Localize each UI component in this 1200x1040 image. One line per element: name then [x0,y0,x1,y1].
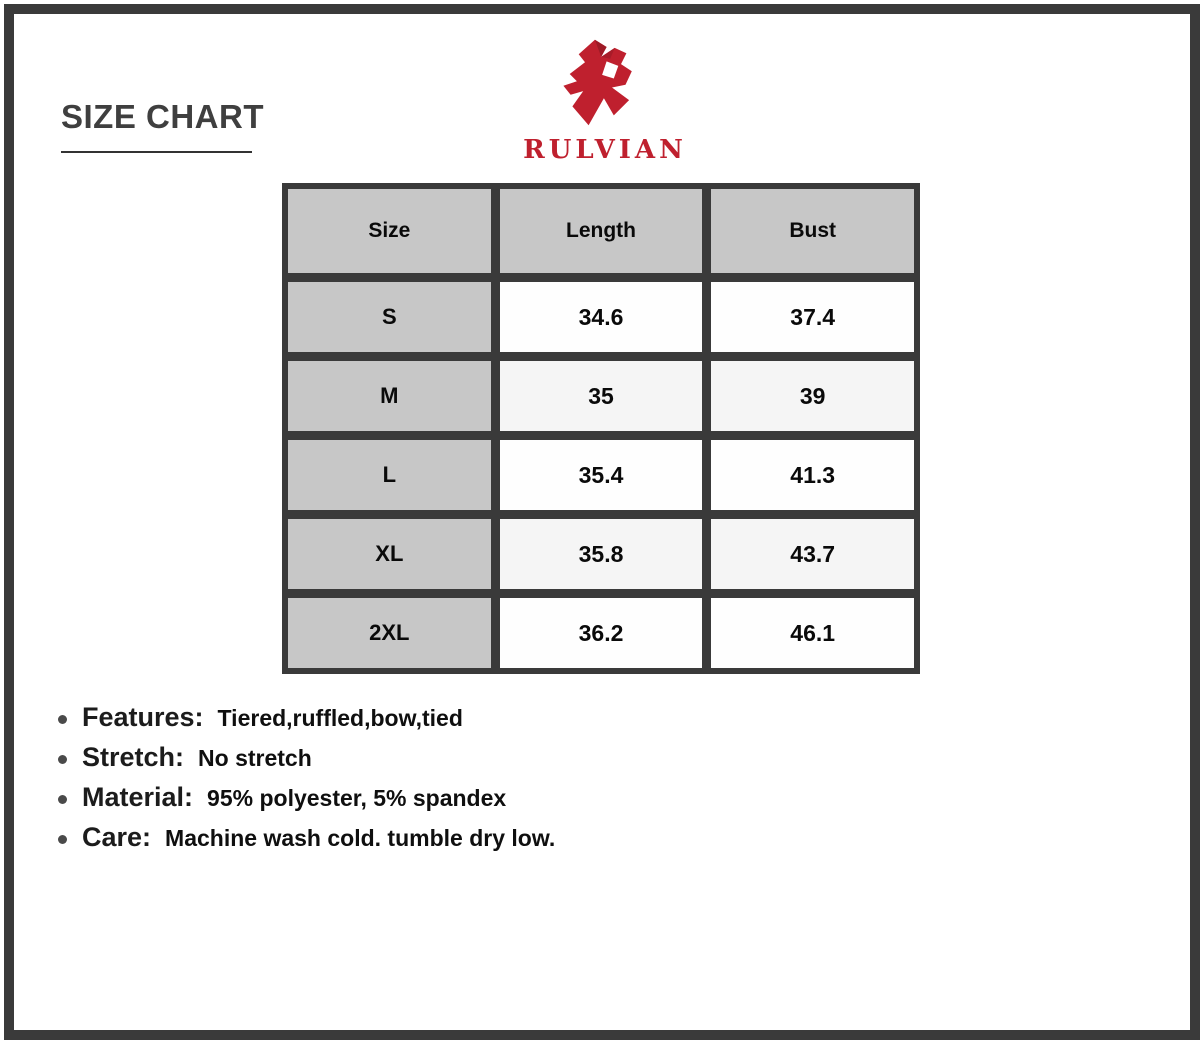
product-details-list [58,702,555,862]
table-cell-bust: 39 [711,361,914,431]
table-cell-length: 36.2 [500,598,703,668]
table-cell-size: 2XL [288,598,491,668]
detail-value: Tiered,ruffled,bow,tied [217,705,463,731]
detail-label: Care: [82,822,152,852]
list-item [58,782,555,822]
detail-label: Material: [82,782,194,812]
table-cell-size: S [288,282,491,352]
detail-value: 95% polyester, 5% spandex [207,785,507,811]
page-title: SIZE CHART [61,98,264,135]
table-header-bust: Bust [711,189,914,273]
brand-logo [503,34,703,165]
table-cell-size: L [288,440,491,510]
list-item [58,702,555,742]
table-cell-length: 34.6 [500,282,703,352]
table-cell-bust: 37.4 [711,282,914,352]
detail-value: No stretch [198,745,312,771]
table-header-length: Length [500,189,703,273]
table-cell-length: 35.4 [500,440,703,510]
size-chart-table [282,183,920,674]
table-cell-size: M [288,361,491,431]
detail-value: Machine wash cold. tumble dry low. [165,825,556,851]
brand-name: RULVIAN [523,135,687,165]
table-cell-bust: 43.7 [711,519,914,589]
brand-logo-icon [558,34,648,132]
table-cell-length: 35.8 [500,519,703,589]
list-item [58,742,555,782]
bullet-icon [58,755,67,764]
table-cell-bust: 46.1 [711,598,914,668]
title-underline [61,151,252,153]
table-cell-bust: 41.3 [711,440,914,510]
detail-label: Stretch: [82,742,185,772]
table-cell-length: 35 [500,361,703,431]
detail-label: Features: [82,702,204,732]
title-block [61,100,264,153]
table-header-size: Size [288,189,491,273]
table-cell-size: XL [288,519,491,589]
bullet-icon [58,715,67,724]
list-item [58,822,555,862]
bullet-icon [58,795,67,804]
bullet-icon [58,835,67,844]
